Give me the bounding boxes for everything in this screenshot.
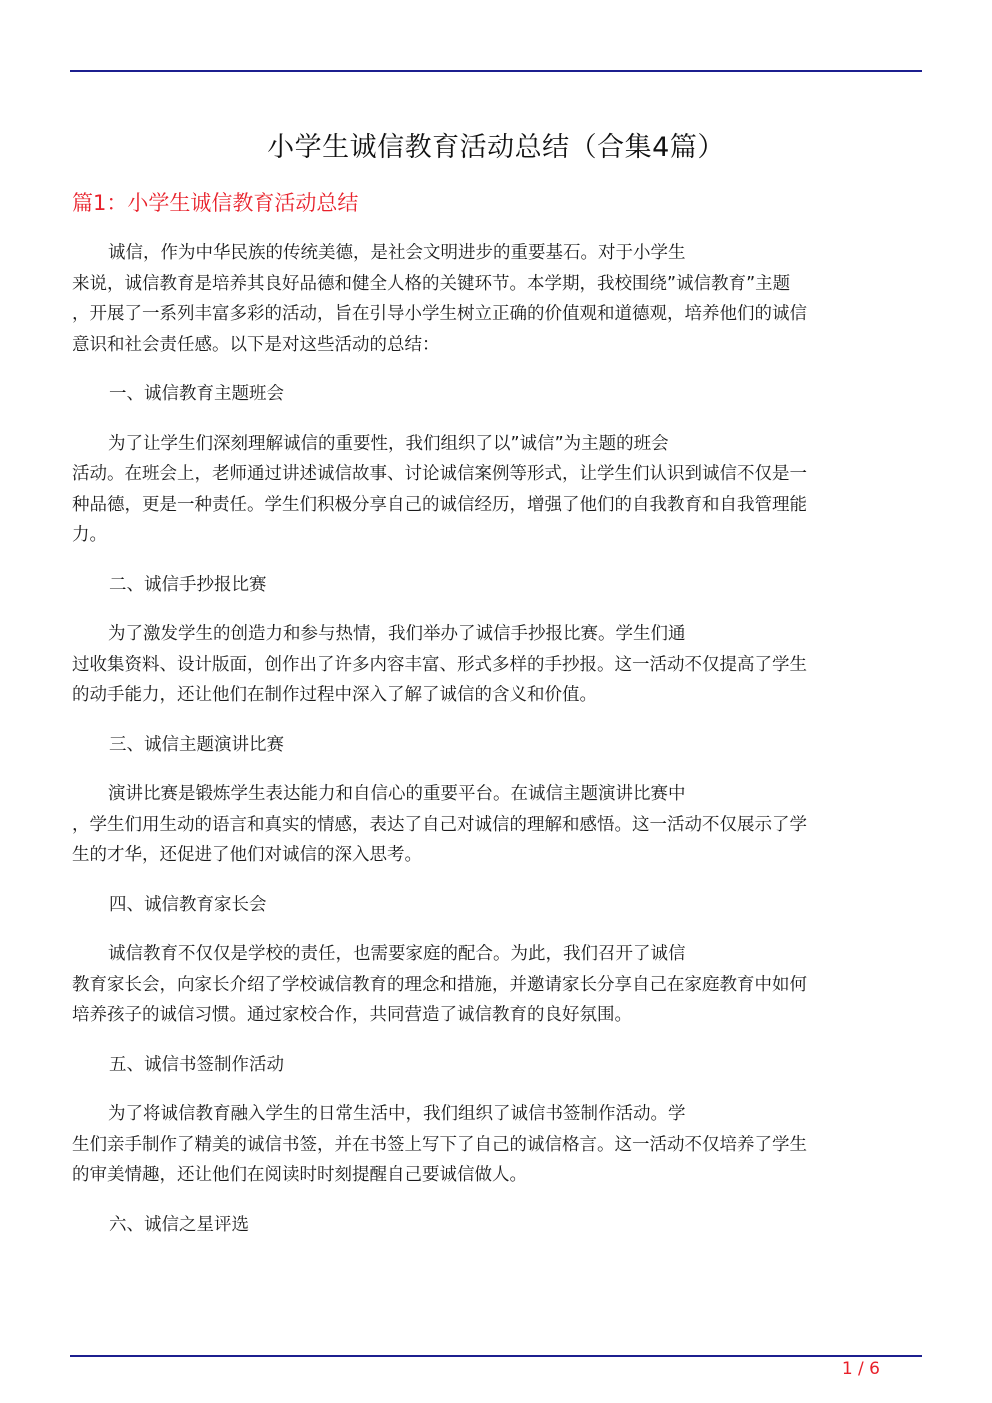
paragraph-line: 演讲比赛是锻炼学生表达能力和自信心的重要平台。在诚信主题演讲比赛中 [108,784,686,804]
paragraph-line: 为了让学生们深刻理解诚信的重要性，我们组织了以”诚信”为主题的班会 [108,433,669,454]
paragraph-line: 诚信教育不仅仅是学校的责任，也需要家庭的配合。为此，我们召开了诚信 [108,944,686,964]
paragraph-line: 生的才华，还促进了他们对诚信的深入思考。 [72,845,422,865]
paragraph [72,238,912,360]
paragraph [72,619,912,711]
section-heading: 五、诚信书签制作活动 [109,1054,284,1075]
paragraph [72,939,912,1031]
paragraph [72,429,912,551]
section-heading: 二、诚信手抄报比赛 [109,574,267,595]
section-heading: 一、诚信教育主题班会 [109,384,284,404]
paragraph-line: ，开展了一系列丰富多彩的活动，旨在引导小学生树立正确的价值观和道德观，培养他们的诚信 [72,304,807,324]
paragraph-line: 培养孩子的诚信习惯。通过家校合作，共同营造了诚信教育的良好氛围。 [72,1005,632,1025]
document-title: 小学生诚信教育活动总结（合集4篇） [267,132,725,163]
section-heading: 三、诚信主题演讲比赛 [109,734,284,755]
paragraph-line: 为了激发学生的创造力和参与热情，我们举办了诚信手抄报比赛。学生们通 [108,624,686,644]
paragraph-line: 力。 [72,525,107,545]
paragraph-line: 教育家长会，向家长介绍了学校诚信教育的理念和措施，并邀请家长分享自己在家庭教育中如何 [72,974,807,995]
header-rule [70,70,922,72]
paragraph-line: 种品德，更是一种责任。学生们积极分享自己的诚信经历，增强了他们的自我教育和自我管理能 [72,494,807,515]
paragraph-line: 的审美情趣，还让他们在阅读时时刻提醒自己要诚信做人。 [72,1165,527,1185]
document-body [72,238,912,1259]
section-heading: 四、诚信教育家长会 [109,894,267,915]
paragraph-line: 诚信，作为中华民族的传统美德，是社会文明进步的重要基石。对于小学生 [108,243,686,263]
paragraph [72,779,912,871]
paragraph-line: 意识和社会责任感。以下是对这些活动的总结： [72,334,440,355]
paragraph-line: 活动。在班会上，老师通过讲述诚信故事、讨论诚信案例等形式，让学生们认识到诚信不仅是一 [72,464,807,484]
footer-rule [70,1355,922,1357]
chapter-heading: 篇1：小学生诚信教育活动总结 [72,191,359,215]
paragraph-line: ，学生们用生动的语言和真实的情感，表达了自己对诚信的理解和感悟。这一活动不仅展示了学 [72,814,807,835]
paragraph-line: 生们亲手制作了精美的诚信书签，并在书签上写下了自己的诚信格言。这一活动不仅培养了学生 [72,1134,807,1155]
paragraph-line: 为了将诚信教育融入学生的日常生活中，我们组织了诚信书签制作活动。学 [108,1104,686,1124]
paragraph-line: 的动手能力，还让他们在制作过程中深入了解了诚信的含义和价值。 [72,685,597,705]
section-heading: 六、诚信之星评选 [109,1214,249,1235]
paragraph [72,1099,912,1191]
paragraph-line: 来说，诚信教育是培养其良好品德和健全人格的关键环节。本学期，我校围绕”诚信教育”主题 [72,273,791,294]
paragraph-line: 过收集资料、设计版面，创作出了许多内容丰富、形式多样的手抄报。这一活动不仅提高了学生 [72,654,807,675]
page-number: 1 / 6 [841,1359,880,1379]
